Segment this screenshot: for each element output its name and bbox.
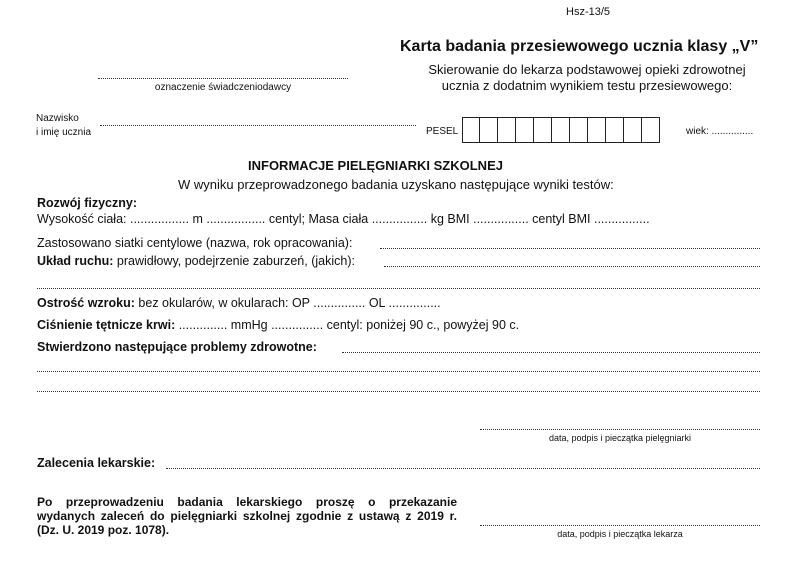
pesel-digit-cell[interactable] [552,117,570,143]
age-field[interactable]: wiek: ............... [686,126,754,137]
student-name-field[interactable] [100,125,416,126]
centile-grids-label: Zastosowano siatki centylowe (nazwa, rok opracowania): [37,236,353,250]
motor-label: Układ ruchu: [37,254,114,268]
pesel-digit-cell[interactable] [498,117,516,143]
nurse-section-heading: INFORMACJE PIELĘGNIARKI SZKOLNEJ [248,158,503,173]
form-code: Hsz-13/5 [566,6,611,18]
pesel-digit-cell[interactable] [462,117,480,143]
recommendations-label: Zalecenia lekarskie: [37,456,156,470]
doctor-signature-field[interactable] [480,524,760,526]
nurse-signature-field[interactable] [480,428,760,430]
vision-row[interactable] [37,296,441,310]
problems-field-1[interactable] [342,351,760,353]
pesel-digit-cell[interactable] [606,117,624,143]
form-title: Karta badania przesiewowego ucznia klasy „V” [400,38,759,55]
provider-field[interactable] [98,70,348,79]
physical-heading: Rozwój fizyczny: [37,196,138,210]
centile-grids-field[interactable] [380,247,760,249]
recommendations-field[interactable] [166,467,760,469]
pressure-text: .............. mmHg ............... centyl: poniżej 90 c., powyżej 90 c. [175,318,520,332]
motor-text: prawidłowy, podejrzenie zaburzeń, (jakich): [113,254,355,268]
final-instruction: Po przeprowadzeniu badania lekarskiego proszę o przekazanie wydanych zaleceń do pielęgniarki szkolnej zgodnie z ustawą z 2019 r. (Dz. U. 2019 poz. 1078). [37,495,457,537]
pesel-digit-cell[interactable] [642,117,660,143]
physical-measurements[interactable]: Wysokość ciała: ................. m ................. centyl; Masa ciała ................ kg BMI ................ centyl BMI ................ [37,212,650,226]
motor-system-row [37,254,355,268]
pesel-digit-cell[interactable] [588,117,606,143]
nurse-signature-label: data, podpis i pieczątka pielęgniarki [548,433,692,443]
problems-field-2[interactable] [37,370,760,372]
provider-label: oznaczenie świadczeniodawcy [154,82,292,93]
problems-label: Stwierdzono następujące problemy zdrowotne: [37,340,317,354]
problems-field-3[interactable] [37,390,760,392]
form-subtitle: Skierowanie do lekarza podstawowej opieki zdrowotnej ucznia z dodatnim wynikiem testu przesiewowego: [428,62,746,93]
pesel-digit-cell[interactable] [480,117,498,143]
pesel-digit-cell[interactable] [624,117,642,143]
name-label-line-2: i imię ucznia [36,127,92,138]
motor-field-extra[interactable] [37,287,760,289]
motor-field[interactable] [384,265,760,267]
vision-text: bez okularów, w okularach: OP ............... OL ............... [134,296,441,310]
doctor-signature-label: data, podpis i pieczątka lekarza [557,529,683,539]
pressure-label: Ciśnienie tętnicze krwi: [37,318,176,332]
pesel-grid[interactable] [462,117,660,143]
nurse-intro: W wyniku przeprowadzonego badania uzyskano następujące wyniki testów: [178,177,614,192]
pesel-digit-cell[interactable] [534,117,552,143]
pesel-digit-cell[interactable] [516,117,534,143]
vision-label: Ostrość wzroku: [37,296,135,310]
student-name-label [36,112,91,140]
blood-pressure-row[interactable] [37,318,519,332]
name-label-line-1: Nazwisko [36,113,79,124]
pesel-label: PESEL [426,126,459,137]
pesel-digit-cell[interactable] [570,117,588,143]
